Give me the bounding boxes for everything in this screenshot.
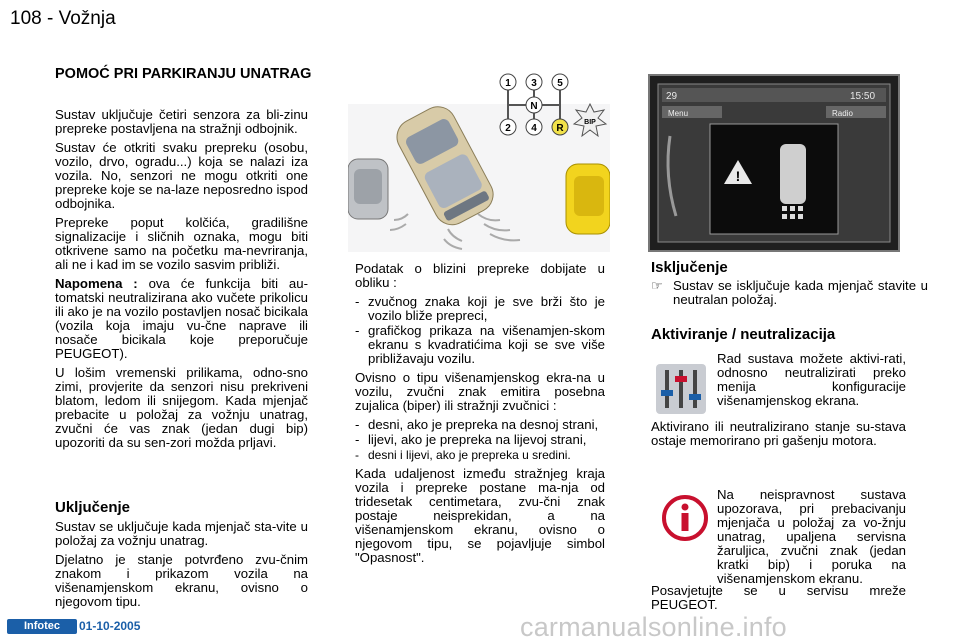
- page-number: 108: [10, 8, 42, 29]
- switch-off-text: Sustav se isključuje kada mjenjač stavite u neutralan položaj.: [673, 278, 928, 307]
- list-item: - zvučnog znaka koji je sve brži što je vozilo bliže prepreci,: [355, 295, 605, 323]
- switch-off-item: [651, 279, 928, 307]
- service-advice-text: Posavjetujte se u servisu mreže PEUGEOT.: [651, 583, 906, 612]
- bip-label: BIP: [584, 119, 596, 126]
- malfunction-paragraph: Na neispravnost sustava upozorava, pri prebacivanju mjenjača u položaj za vo-žnju unatrag, upaljena servisna žaruljica, zvučni znak (jedan kratki bip) i poruka na višenamjenskom ekranu.: [717, 487, 906, 586]
- page-header: [10, 8, 116, 30]
- switch-on-text: [55, 520, 308, 614]
- paragraph: Ovisno o tipu višenamjenskog ekra-na u vozilu, zvučni znak emitira posebna zujalica (biper) ili stražnji zvučnici :: [355, 370, 605, 413]
- note-label: Napomena :: [55, 276, 138, 291]
- parking-illustration: [348, 64, 610, 252]
- gear-label: 4: [531, 123, 537, 134]
- paragraph: Prepreke poput kolčića, gradilišne signalizacije i sličnih oznaka, mogu biti otkrivene samo na početku ma-nevriranja, ali ne i kad im se vozilo sasvim približi.: [55, 215, 308, 272]
- list-item: - desni, ako je prepreka na desnoj strani,: [355, 418, 605, 432]
- paragraph: Djelatno je stanje potvrđeno zvu-čnim znakom i prikazom vozila na višenamjenskom ekranu, ovisno o njegovom tipu.: [55, 552, 308, 609]
- activation-memory-text: Aktivirano ili neutralizirano stanje su-stava ostaje memorirano pri gašenju motora.: [651, 419, 906, 448]
- paragraph: Sustav se uključuje kada mjenjač sta-vite u položaj za vožnju unatrag.: [55, 519, 308, 548]
- heading-switch-off: Isključenje: [651, 259, 728, 276]
- header-separator: -: [41, 8, 59, 29]
- list-item: - lijevi, ako je prepreka na lijevoj strani,: [355, 433, 605, 447]
- gear-neutral-label: N: [530, 101, 538, 112]
- gear-label: 1: [505, 78, 511, 89]
- screen-tab-radio: Radio: [832, 109, 853, 118]
- footer-date: 01-10-2005: [79, 619, 141, 633]
- gear-label: 2: [505, 123, 511, 134]
- screen-left-readout: 29: [666, 91, 678, 102]
- gear-reverse-label: R: [556, 123, 564, 134]
- section-heading-parking-aid: POMOĆ PRI PARKIRANJU UNATRAG: [55, 66, 312, 82]
- heading-switch-on: Uključenje: [55, 499, 131, 516]
- section-title: Vožnja: [58, 8, 116, 29]
- speaker-list: [355, 418, 605, 462]
- paragraph: U lošim vremenski prilikama, odno-sno zimi, provjerite da senzori nisu prekriveni blatom, ledom ili snijegom. Kada mjenjač prebacite u položaj za vožnju unatrag, zvučni će vas znak (jedan dugi bip) upozoriti da su sen-zori možda prljavi.: [55, 365, 308, 450]
- paragraph: Sustav uključuje četiri senzora za bli-zinu prepreke postavljena na stražnji odbojnik.: [55, 107, 308, 136]
- settings-sliders-icon: [656, 364, 706, 414]
- screen-tab-menu: Menu: [668, 109, 689, 118]
- column-1-text: [55, 108, 308, 455]
- screen-clock: 15:50: [850, 91, 876, 102]
- svg-text:!: !: [735, 168, 741, 184]
- paragraph: Sustav će otkriti svaku prepreku (osobu, vozilo, drvo, ogradu...) koja se nalazi iza vozila. No, senzori ne mogu otkriti one prepreke koje se na-laze neposredno ispod odbojnika.: [55, 140, 308, 211]
- parked-car-right-illustration: [566, 164, 610, 234]
- pointing-hand-icon: ☞: [651, 278, 663, 293]
- note-text: ova će funkcija biti au-tomatski neutralizirana ako vučete prikolicu ili ako je na vozilo postavljen nosač bicikala (vozila koja imaju vu-čne naprave ili nosače bicikala koje preporučuje PEUGEOT).: [55, 276, 308, 361]
- gear-label: 3: [531, 78, 537, 89]
- infotec-badge: Infotec: [7, 619, 77, 634]
- malfunction-text: [717, 488, 906, 586]
- indication-list: [355, 295, 605, 366]
- info-icon: [660, 493, 710, 543]
- parked-car-left-illustration: [348, 159, 388, 219]
- paragraph: Podatak o blizini prepreke dobijate u obliku :: [355, 261, 605, 290]
- list-item: - grafičkog prikaza na višenamjen-skom ekranu s kvadratićima koji se sve više približavaju vozilu.: [355, 324, 605, 366]
- activation-text: Rad sustava možete aktivi-rati, odnosno neutralizirati preko menija konfiguracije višenamjenskog ekrana.: [717, 351, 906, 408]
- list-item: - desni i lijevi, ako je prepreka u sredini.: [355, 448, 605, 462]
- column-2-text: [355, 262, 605, 570]
- multifunction-screen-illustration: [648, 74, 900, 252]
- gear-label: 5: [557, 78, 563, 89]
- paragraph: Kada udaljenost između stražnjeg kraja vozila i prepreke postane ma-nja od tridesetak centimetara, zvu-čni znak postaje neisprekidan, a na višenamjenskom ekranu, ovisno o njegovom tipu, se pojavljuje simbol "Opasnost".: [355, 466, 605, 565]
- heading-activation: Aktiviranje / neutralizacija: [651, 326, 836, 343]
- watermark: carmanualsonline.info: [520, 612, 787, 642]
- note-paragraph: [55, 277, 308, 361]
